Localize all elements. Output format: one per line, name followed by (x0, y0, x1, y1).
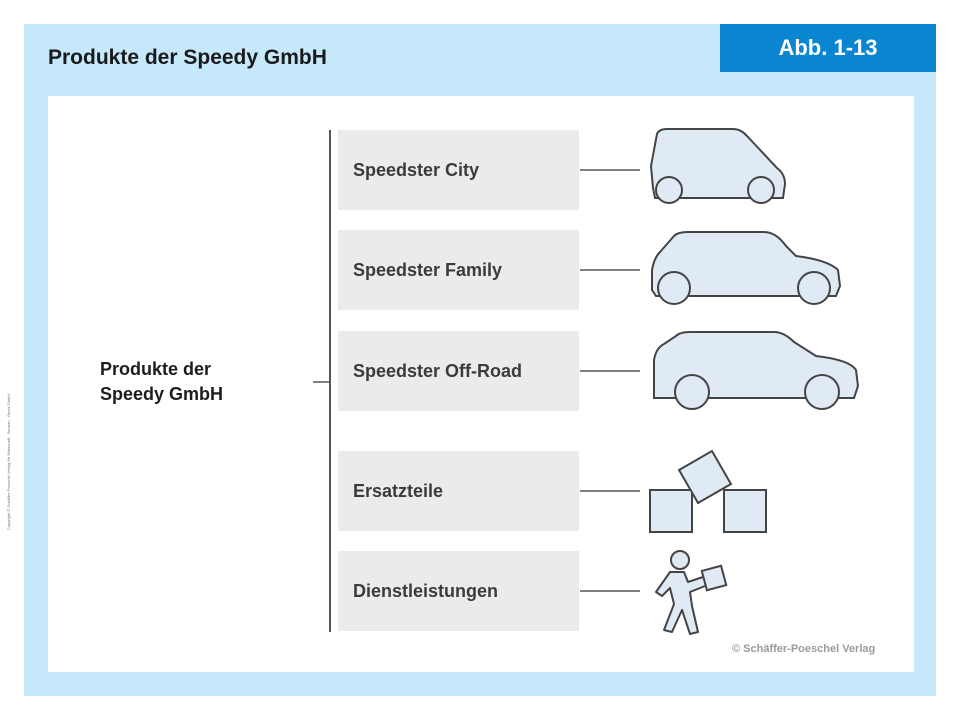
boxes-icon (648, 450, 770, 536)
figure-number-badge: Abb. 1-13 (720, 24, 936, 72)
product-box-speedster-city: Speedster City (338, 130, 579, 210)
person-carrying-box-icon (648, 548, 732, 636)
root-label-line1: Produkte der (100, 359, 212, 379)
product-box-speedster-family: Speedster Family (338, 230, 579, 310)
product-box-dienstleistungen: Dienstleistungen (338, 551, 579, 631)
side-copyright-text: Copyright © Schäffer-Poeschel Verlag für Wirtschaft · Steuern · Recht GmbH (6, 393, 11, 530)
city-car-icon (645, 126, 790, 206)
root-label-line2: Speedy GmbH (100, 384, 224, 404)
publisher-credit: © Schäffer-Poeschel Verlag (732, 643, 876, 655)
product-box-speedster-off-road: Speedster Off-Road (338, 331, 579, 411)
page-title: Produkte der Speedy GmbH (48, 46, 327, 69)
product-box-ersatzteile: Ersatzteile (338, 451, 579, 531)
offroad-car-icon (650, 330, 862, 420)
family-car-icon (648, 230, 844, 312)
